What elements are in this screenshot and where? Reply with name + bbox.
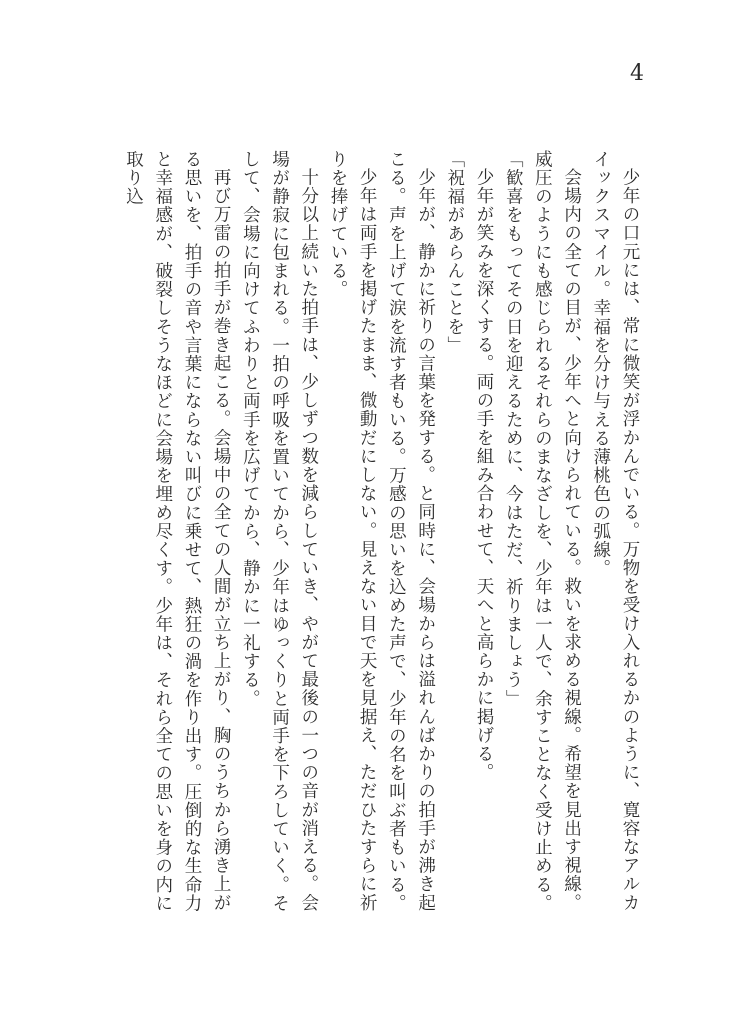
paragraph-4: 少年が笑みを深くする。両の手を組み合わせて、天へと高らかに掲げる。 — [473, 167, 494, 782]
paragraph-9: 再び万雷の拍手が巻き起こる。会場中の全ての人間が立ち上がり、胸のうちから湧き上がる思いを、拍手の音や言葉にならない叫びに乗せて、熱狂の渦を作り出す。圧倒的な生命力と幸福感が、破裂しそうなほどに会場を埋め尽くす。少年は、それら全ての思いを身の内に取り込 — [123, 150, 232, 913]
paragraph-5-dialogue: 「祝福があらんことを」 — [444, 150, 465, 355]
page-number: 4 — [630, 61, 644, 86]
paragraph-8: 十分以上続いた拍手は、少しずつ数を減らしていき、やがて最後の一つの音が消える。会場が静寂に包まれる。一拍の呼吸を置いてから、少年はゆっくりと両手を下ろしていく。そして、会場に向けてふわりと両手を広げてから、静かに一礼する。 — [240, 150, 319, 913]
paragraph-3-dialogue: 「歓喜をもってその日を迎えるために、今はただ、祈りましょう」 — [503, 150, 524, 708]
body-text — [124, 150, 644, 920]
paragraph-2: 会場内の全ての目が、少年へと向けられている。救いを求める視線。希望を見出す視線。威圧のようにも感じられるそれらのまなざしを、少年は一人で、余すことなく受け止める。 — [532, 150, 582, 913]
paragraph-1: 少年の口元には、常に微笑が浮かんでいる。万物を受け入れるかのように、寛容なアルカイックスマイル。幸福を分け与える薄桃色の弧線。 — [590, 150, 640, 912]
paragraph-6: 少年が、静かに祈りの言葉を発する。と同時に、会場からは溢れんばかりの拍手が沸き起こる。声を上げて涙を流す者もいる。万感の思いを込めた声で、少年の名を叫ぶ者もいる。 — [386, 150, 436, 913]
paragraph-7: 少年は両手を掲げたまま、微動だにしない。見えない目で天を見据え、ただひたすらに祈りを捧げている。 — [327, 150, 378, 912]
